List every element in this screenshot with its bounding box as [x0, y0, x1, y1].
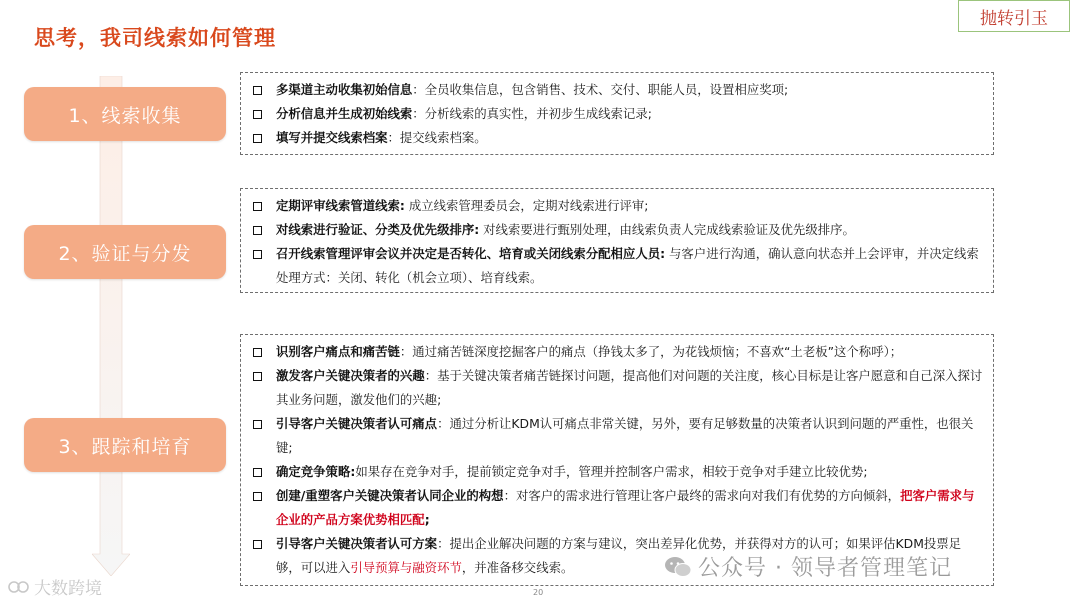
item-text: ：基于关键决策者痛苦链探讨问题，提高他们对问题的关注度，核心目标是让客户愿意和自己深入探讨其业务问题，激发他们的兴趣;: [276, 368, 983, 407]
checkbox-square-icon: [253, 540, 262, 549]
checkbox-square-icon: [253, 134, 262, 143]
brand-logo-icon: [8, 578, 30, 596]
item-tail: ;: [424, 512, 430, 527]
checkbox-square-icon: [253, 372, 262, 381]
item-title: 识别客户痛点和痛苦链: [276, 344, 400, 359]
stage-track-nurture: 3、跟踪和培育: [24, 418, 226, 472]
item-title: 填写并提交线索档案: [276, 130, 388, 145]
checkbox-square-icon: [253, 86, 262, 95]
item-text: 对线索要进行甄别处理，由线索负责人完成线索验证及优先级排序。: [479, 222, 855, 237]
list-item: [251, 340, 983, 364]
checkbox-square-icon: [253, 468, 262, 477]
checkbox-square-icon: [253, 202, 262, 211]
checkbox-square-icon: [253, 420, 262, 429]
list-item: [251, 460, 983, 484]
item-title: 激发客户关键决策者的兴趣: [276, 368, 425, 383]
item-title: 创建/重塑客户关键决策者认同企业的构想: [276, 488, 504, 503]
item-title: 对线索进行验证、分类及优先级排序:: [276, 222, 480, 237]
flow-arrow: [92, 76, 130, 576]
item-text: ：提交线索档案。: [387, 130, 487, 145]
item-title: 确定竞争策略:: [276, 464, 356, 479]
list-item: [251, 242, 983, 290]
stage-verify-distribute: 2、验证与分发: [24, 225, 226, 279]
item-text: ：分析线索的真实性，并初步生成线索记录;: [412, 106, 652, 121]
list-item: [251, 194, 983, 218]
checkbox-square-icon: [253, 492, 262, 501]
section-box-nurture: [240, 334, 994, 586]
page-title: 思考，我司线索如何管理: [34, 26, 276, 50]
item-title: 引导客户关键决策者认可方案: [276, 536, 438, 551]
watermark-left-text: 大数跨境: [34, 579, 102, 599]
item-text: ：提出企业解决问题的方案与建议，突出差异化优势，并获得对方的认可；如果评估KDM投票足够，可以进入: [276, 536, 962, 575]
item-text: ：对客户的需求进行管理让客户最终的需求向对我们有优势的方向倾斜，: [503, 488, 901, 503]
item-text: ：全员收集信息，包含销售、技术、交付、职能人员，设置相应奖项;: [412, 82, 789, 97]
stage-lead-collection: 1、线索收集: [24, 87, 226, 141]
item-highlight: 引导预算与融资环节: [350, 560, 462, 575]
section-box-collection: [240, 72, 994, 155]
list-item: [251, 364, 983, 412]
item-title: 定期评审线索管道线索:: [276, 198, 405, 213]
list-item: [251, 78, 983, 102]
list-item: [251, 484, 983, 532]
section-box-verification: [240, 188, 994, 293]
item-tail: ，并准备移交线索。: [461, 560, 574, 575]
item-title: 多渠道主动收集初始信息: [276, 82, 413, 97]
item-text: 成立线索管理委员会，定期对线索进行评审;: [404, 198, 649, 213]
tag-badge: 抛转引玉: [958, 0, 1070, 32]
list-item: [251, 412, 983, 460]
watermark-right-text: 公众号 · 领导者管理笔记: [698, 556, 952, 581]
checkbox-square-icon: [253, 226, 262, 235]
watermark-left: [8, 574, 102, 599]
item-highlight: 把客户需求与企业的产品方案优势相匹配: [276, 488, 975, 527]
item-text: 如果存在竞争对手，提前锁定竞争对手，管理并控制客户需求，相较于竞争对手建立比较优势;: [355, 464, 868, 479]
item-title: 分析信息并生成初始线索: [276, 106, 413, 121]
item-text: 与客户进行沟通，确认意向状态并上会评审，并决定线索处理方式：关闭、转化（机会立项）、培育线索。: [276, 246, 979, 285]
wechat-icon: [664, 555, 692, 579]
item-title: 召开线索管理评审会议并决定是否转化、培育或关闭线索分配相应人员:: [276, 246, 666, 261]
checkbox-square-icon: [253, 348, 262, 357]
checkbox-square-icon: [253, 110, 262, 119]
list-item: [251, 218, 983, 242]
watermark-right: [664, 551, 952, 582]
item-title: 引导客户关键决策者认可痛点: [276, 416, 438, 431]
item-text: ：通过分析让KDM认可痛点非常关键，另外，要有足够数量的决策者认识到问题的严重性，也很关键;: [276, 416, 974, 455]
checkbox-square-icon: [253, 250, 262, 259]
list-item: [251, 102, 983, 126]
item-text: ：通过痛苦链深度挖掘客户的痛点（挣钱太多了，为花钱烦恼；不喜欢“土老板”这个称呼）；: [399, 344, 903, 359]
page-number: 20: [533, 588, 544, 597]
list-item: [251, 126, 983, 150]
